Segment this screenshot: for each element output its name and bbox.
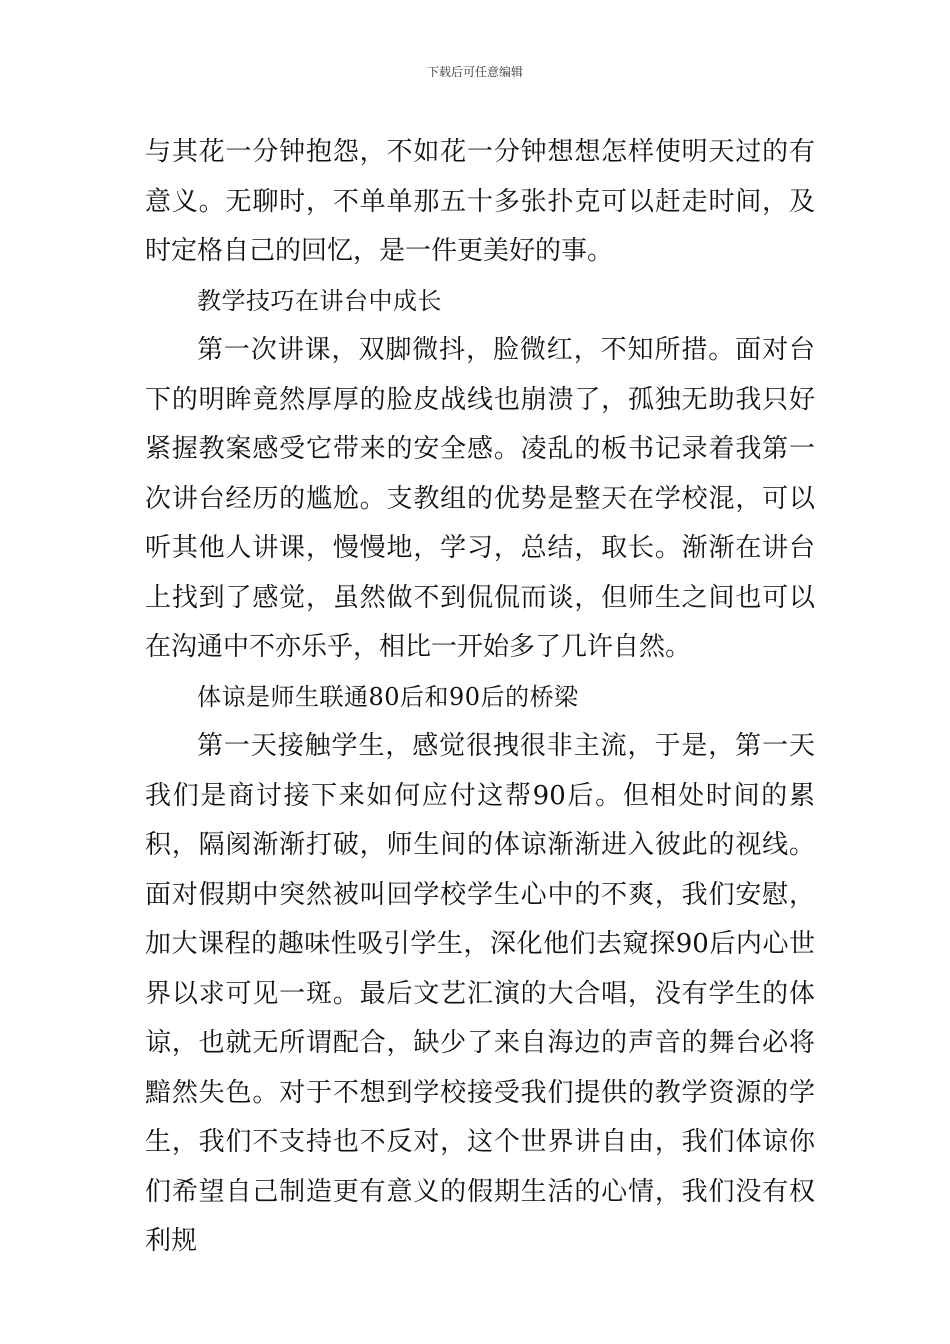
section-heading-understanding: 体谅是师生联通80后和90后的桥梁 (197, 682, 579, 711)
document-body (145, 128, 815, 1267)
page-header: 下载后可任意编辑 (426, 65, 523, 79)
paragraph-teaching-skills: 第一次讲课，双脚微抖，脸微红，不知所措。面对台下的明眸竟然厚厚的脸皮战线也崩溃了，孤独无助我只好紧握教案感受它带来的安全感。凌乱的板书记录着我第一次讲台经历的尴尬。支教组的优势是整天在学校混，可以听其他人讲课，慢慢地，学习，总结，取长。渐渐在讲台上找到了感觉，虽然做不到侃侃而谈，但师生之间也可以在沟通中不亦乐乎，相比一开始多了几许自然。 (145, 335, 815, 662)
section-heading-teaching-skills: 教学技巧在讲台中成长 (197, 286, 442, 315)
paragraph-understanding: 第一天接触学生，感觉很拽很非主流，于是，第一天我们是商讨接下来如何应付这帮90后。但相处时间的累积，隔阂渐渐打破，师生间的体谅渐渐进入彼此的视线。面对假期中突然被叫回学校学生心中的不爽，我们安慰，加大课程的趣味性吸引学生，深化他们去窥探90后内心世界以求可见一斑。最后文艺汇演的大合唱，没有学生的体谅，也就无所谓配合，缺少了来自海边的声音的舞台必将黯然失色。对于不想到学校接受我们提供的教学资源的学生，我们不支持也不反对，这个世界讲自由，我们体谅你们希望自己制造更有意义的假期生活的心情，我们没有权利规 (145, 731, 815, 1256)
paragraph-intro: 与其花一分钟抱怨，不如花一分钟想想怎样使明天过的有意义。无聊时，不单单那五十多张扑克可以赶走时间，及时定格自己的回忆，是一件更美好的事。 (145, 137, 815, 266)
